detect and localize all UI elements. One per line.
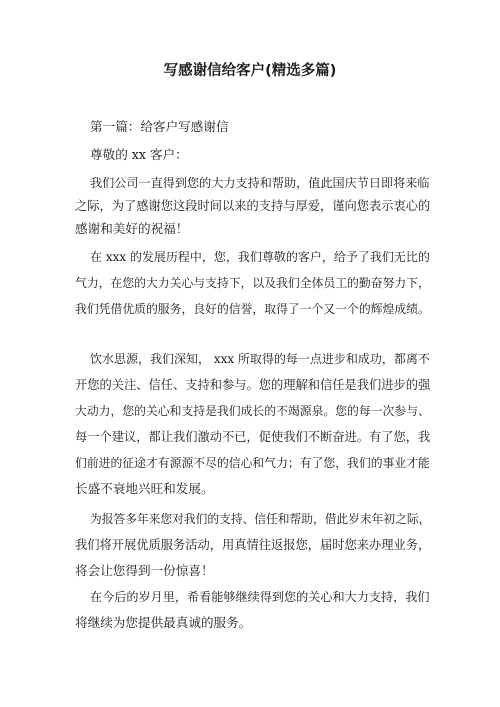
paragraph-line: 将会让您得到一份惊喜！	[75, 563, 214, 578]
paragraph-line: 在 xxx 的发展历程中，您，我们尊敬的客户，给予了我们无比的	[90, 250, 430, 264]
paragraph-line: 饮水思源，我们深知， xxx 所取得的每一点进步和成功，都离不	[90, 352, 430, 366]
paragraph-line: 之际，为了感谢您这段时间以来的支持与厚爱，谨向您表示衷心的	[75, 199, 431, 213]
paragraph-line: 将继续为您提供最真诚的服务。	[75, 615, 252, 630]
paragraph-line: 为报答多年来您对我们的支持、信任和帮助，借此岁末年初之际，	[90, 512, 431, 526]
paragraph-line: 感谢和美好的祝福！	[75, 221, 189, 236]
paragraph-line: 我们凭借优质的服务，良好的信誉，取得了一个又一个的辉煌成绩。	[75, 302, 430, 316]
paragraph-line: 气力，在您的大力关心与支持下，以及我们全体员工的勤奋努力下，	[75, 276, 430, 290]
paragraph-line: 长盛不衰地兴旺和发展。	[75, 481, 214, 496]
paragraph-line: 我们将开展优质服务活动，用真情往返报您，届时您来办理业务，	[75, 538, 431, 552]
paragraph-line: 们前进的征途才有源源不尽的信心和气力；有了您，我们的事业才能	[75, 456, 430, 470]
paragraph-line: 大动力，您的关心和支持是我们成长的不竭源泉。您的每一次参与、	[75, 404, 430, 418]
paragraph-line: 在今后的岁月里，希看能够继续得到您的关心和大力支持，我们	[90, 590, 430, 604]
paragraph-line: 开您的关注、信任、支持和参与。您的理解和信任是我们进步的强	[75, 378, 431, 392]
salutation: 尊敬的 xx 客户：	[90, 147, 188, 162]
section-heading: 第一篇：给客户写感谢信	[90, 119, 229, 134]
paragraph-line: 我们公司一直得到您的大力支持和帮助，值此国庆节日即将来临	[90, 176, 430, 190]
paragraph-line: 每一个建议，都让我们激动不已，促使我们不断奋进。有了您，我	[75, 430, 431, 444]
document-title: 写感谢信给客户(精选多篇)	[163, 63, 337, 79]
